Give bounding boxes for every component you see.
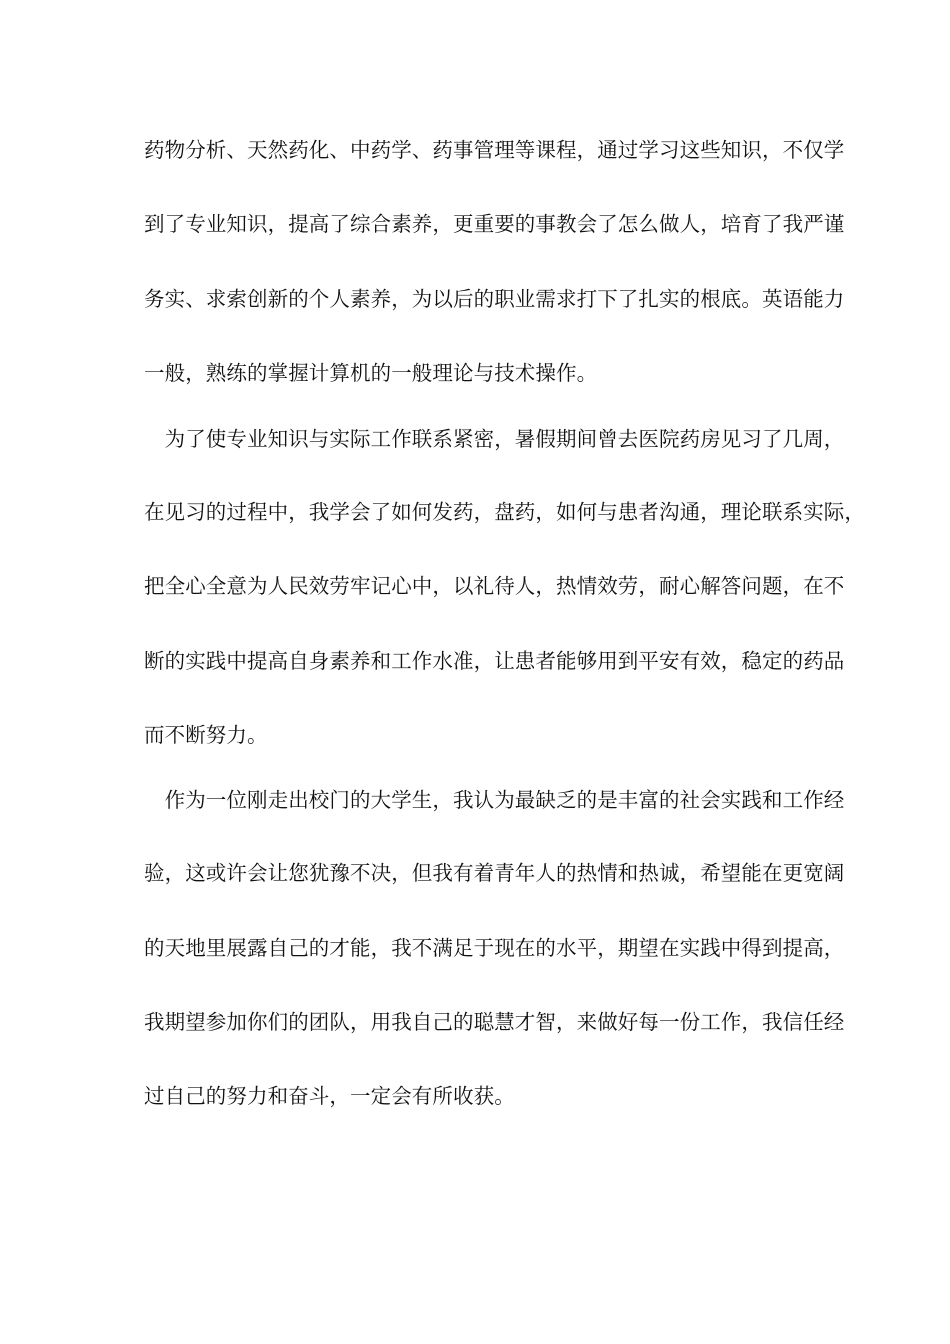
text-line: 断的实践中提高自身素养和工作水准，让患者能够用到平安有效，稳定的药品 bbox=[144, 649, 845, 673]
text-line: 在见习的过程中，我学会了如何发药，盘药，如何与患者沟通，理论联系实际， bbox=[144, 500, 865, 524]
text-line: 过自己的努力和奋斗，一定会有所收获。 bbox=[144, 1084, 515, 1108]
text-line: 到了专业知识，提高了综合素养，更重要的事教会了怎么做人，培育了我严谨 bbox=[144, 212, 845, 236]
text-line: 而不断努力。 bbox=[144, 723, 268, 747]
text-line: 验，这或许会让您犹豫不决，但我有着青年人的热情和热诚，希望能在更宽阔 bbox=[144, 861, 845, 885]
text-line: 务实、求索创新的个人素养，为以后的职业需求打下了扎实的根底。英语能力 bbox=[144, 287, 845, 311]
text-line: 药物分析、天然药化、中药学、药事管理等课程，通过学习这些知识，不仅学 bbox=[144, 138, 845, 162]
text-line: 为了使专业知识与实际工作联系紧密，暑假期间曾去医院药房见习了几周， bbox=[144, 427, 845, 451]
text-line: 把全心全意为人民效劳牢记心中，以礼待人，热情效劳，耐心解答问题，在不 bbox=[144, 574, 845, 598]
text-line: 作为一位刚走出校门的大学生，我认为最缺乏的是丰富的社会实践和工作经 bbox=[144, 788, 845, 812]
text-line: 我期望参加你们的团队，用我自己的聪慧才智，来做好每一份工作，我信任经 bbox=[144, 1010, 845, 1034]
text-line: 的天地里展露自己的才能，我不满足于现在的水平，期望在实践中得到提高， bbox=[144, 936, 845, 960]
text-line: 一般，熟练的掌握计算机的一般理论与技术操作。 bbox=[144, 361, 598, 385]
